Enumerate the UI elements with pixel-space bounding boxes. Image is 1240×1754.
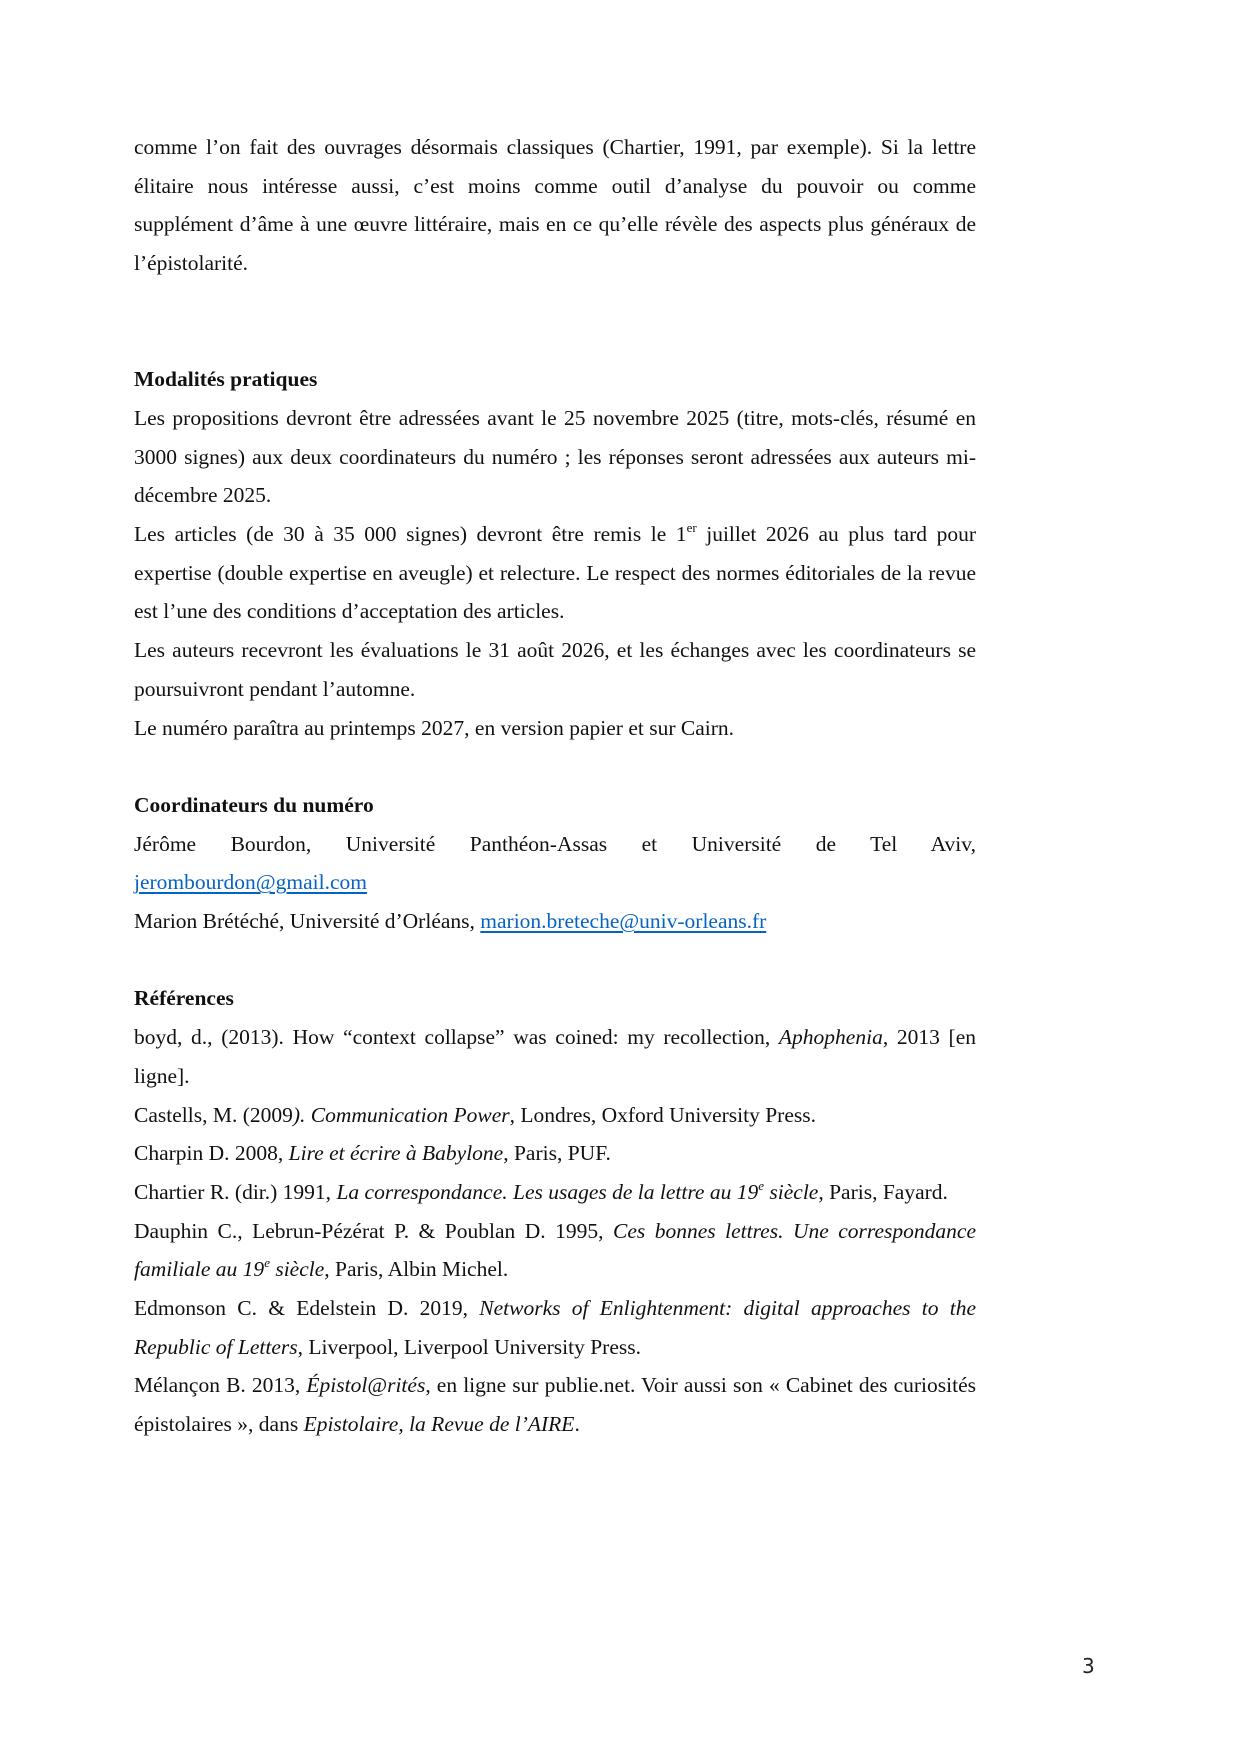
text: Mélançon B. 2013, bbox=[134, 1373, 307, 1398]
text: , Londres, Oxford University Press. bbox=[509, 1102, 816, 1127]
modalites-paragraph-2 bbox=[134, 515, 976, 631]
modalites-paragraph-4: Le numéro paraîtra au printemps 2027, en version papier et sur Cairn. bbox=[134, 715, 735, 740]
document-page bbox=[134, 128, 976, 1444]
text: boyd, d., (2013). How “context collapse” was coined: my recollection, bbox=[134, 1025, 779, 1050]
text: , 2013 [en ligne]. bbox=[134, 1025, 976, 1088]
section-heading-references: Références bbox=[134, 986, 234, 1011]
reference-item bbox=[134, 1018, 976, 1095]
spacer bbox=[134, 941, 976, 980]
italic-title: Lire et écrire à Babylone bbox=[288, 1141, 504, 1166]
reference-item bbox=[134, 1096, 976, 1135]
coordinator-1-email-link[interactable]: jerombourdon@gmail.com bbox=[134, 870, 367, 895]
italic-title: Networks of Enlightenment: digital approaches to the Republic of Letters bbox=[134, 1296, 976, 1359]
modalites-paragraph-3: Les auteurs recevront les évaluations le 31 août 2026, et les échanges avec les coordinateurs se poursuivront pendant l’automne. bbox=[134, 638, 976, 701]
text: , Paris, Fayard. bbox=[818, 1179, 948, 1204]
text: Dauphin C., Lebrun-Pézérat P. & Poublan D. 1995, bbox=[134, 1218, 613, 1243]
text: , Paris, Albin Michel. bbox=[324, 1257, 509, 1282]
reference-item bbox=[134, 1134, 976, 1173]
superscript: e bbox=[758, 1177, 765, 1193]
text: , en ligne sur publie.net. Voir aussi son « Cabinet des curiosités épistolaires », dans bbox=[134, 1373, 976, 1437]
italic-journal: Epistolaire, la Revue de l’AIRE bbox=[303, 1412, 575, 1437]
text: siècle bbox=[764, 1179, 819, 1204]
text: Chartier R. (dir.) 1991, bbox=[134, 1179, 337, 1204]
coordinator-2-affiliation: Marion Brétéché, Université d’Orléans, bbox=[134, 909, 481, 934]
coordinator-2-email-link[interactable]: marion.breteche@univ-orleans.fr bbox=[480, 909, 767, 934]
spacer bbox=[134, 747, 976, 786]
section-heading-modalites: Modalités pratiques bbox=[134, 367, 318, 392]
text: Charpin D. 2008, bbox=[134, 1141, 289, 1166]
coordinator-1-affiliation: Jérôme Bourdon, Université Panthéon-Assas et Université de Tel Aviv, bbox=[134, 831, 976, 856]
italic-title: ). Communication Power bbox=[292, 1102, 510, 1127]
italic-title: Aphophenia bbox=[778, 1025, 883, 1050]
italic-title: Épistol@rités bbox=[306, 1373, 426, 1398]
reference-item bbox=[134, 1173, 976, 1212]
coordinator-2-line bbox=[134, 902, 976, 941]
italic-title bbox=[336, 1177, 819, 1204]
text: siècle bbox=[269, 1257, 325, 1282]
intro-paragraph: comme l’on fait des ouvrages désormais classiques (Chartier, 1991, par exemple). Si la lettre élitaire nous intéresse aussi, c’est moins comme outil d’analyse du pouvoir ou comme supplément d’âme à une œuvre littéraire, mais en ce qu’elle révèle des aspects plus généraux de l’épistolarité. bbox=[134, 135, 976, 276]
section-heading-coordinateurs: Coordinateurs du numéro bbox=[134, 792, 374, 817]
superscript: er bbox=[686, 520, 697, 536]
text: Les articles (de 30 à 35 000 signes) devront être remis le 1 bbox=[134, 522, 687, 547]
text: Ces bonnes lettres. Une correspondance familiale au 19 bbox=[134, 1218, 976, 1282]
reference-item bbox=[134, 1289, 976, 1366]
text: , Paris, PUF. bbox=[503, 1141, 611, 1166]
text: . bbox=[574, 1412, 580, 1437]
text: , Liverpool, Liverpool University Press. bbox=[297, 1334, 641, 1359]
spacer bbox=[134, 283, 976, 360]
reference-item bbox=[134, 1212, 976, 1289]
superscript: e bbox=[264, 1255, 270, 1271]
reference-item bbox=[134, 1366, 976, 1443]
modalites-paragraph-1: Les propositions devront être adressées avant le 25 novembre 2025 (titre, mots-clés, résumé en 3000 signes) aux deux coordinateurs du numéro ; les réponses seront adressées aux auteurs mi-décembre 2025. bbox=[134, 405, 976, 508]
text: La correspondance. Les usages de la lettre au 19 bbox=[336, 1179, 759, 1204]
page-number: 3 bbox=[1082, 1654, 1095, 1678]
text: Castells, M. (2009 bbox=[134, 1102, 293, 1127]
coordinator-1-email-line bbox=[134, 863, 976, 902]
text: Edmonson C. & Edelstein D. 2019, bbox=[134, 1296, 480, 1321]
text: juillet 2026 au plus tard pour expertise (double expertise en aveugle) et relecture. Le respect des normes éditoriales de la revue est l’une des conditions d’acceptation des articles. bbox=[134, 522, 976, 624]
